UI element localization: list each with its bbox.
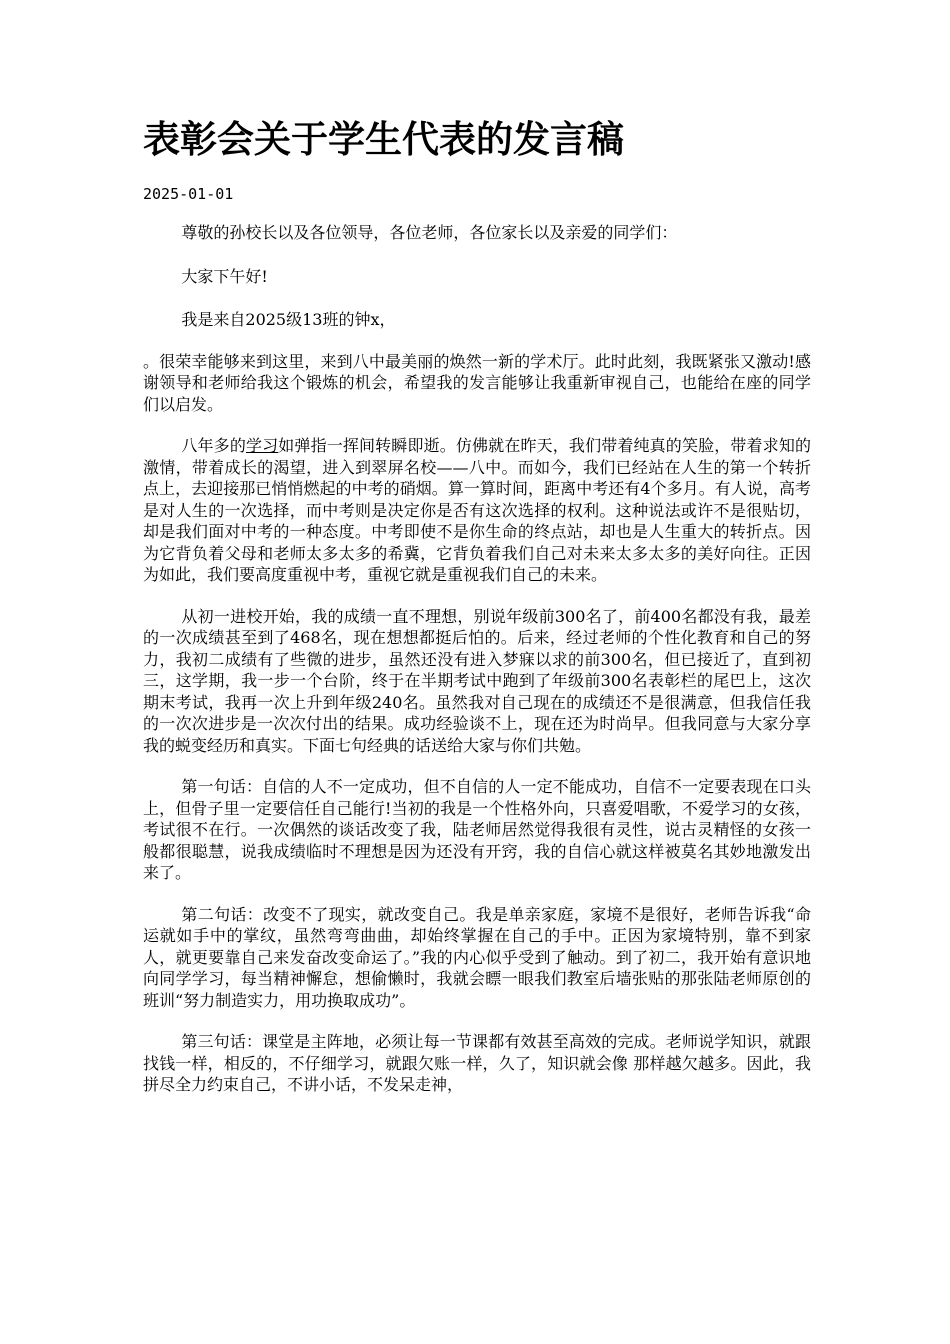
document-body [143, 222, 811, 1116]
paragraph-thanks: 。很荣幸能够来到这里，来到八中最美丽的焕然一新的学术厅。此时此刻，我既紧张又激动!感谢领导和老师给我这个锻炼的机会，希望我的发言能够让我重新审视自己，也能给在座的同学们以启发。 [143, 351, 811, 414]
paragraph-second-saying: 第二句话：改变不了现实，就改变自己。我是单亲家庭，家境不是很好，老师告诉我“命运就如手中的掌纹，虽然弯弯曲曲，却始终掌握在自己的手中。正因为家境特别，靠不到家人，就更要靠自己来发奋改变命运了。”我的内心似乎受到了触动。到了初二，我开始有意识地向同学学习，每当精神懈怠，想偷懒时，我就会瞟一眼我们教室后墙张贴的那张陆老师原创的班训“努力制造实力，用功换取成功”。 [143, 904, 811, 1010]
paragraph-afternoon: 大家下午好! [181, 266, 268, 286]
paragraph-eight-years-lead: 八年多的 [181, 436, 246, 455]
paragraph-intro: 我是来自2025级13班的钟x， [181, 310, 396, 329]
paragraph-first-saying: 第一句话：自信的人不一定成功，但不自信的人一定不能成功，自信不一定要表现在口头上，但骨子里一定要信任自己能行!当初的我是一个性格外向，只喜爱唱歌，不爱学习的女孩，考试很不在行。一次偶然的谈话改变了我，陆老师居然觉得我很有灵性，说古灵精怪的女孩一般都很聪慧，说我成绩临时不理想是因为还没有开窍，我的自信心就这样被莫名其妙地激发出来了。 [143, 777, 811, 882]
study-link[interactable]: 学习 [245, 436, 279, 455]
paragraph-progress: 从初一进校开始，我的成绩一直不理想，别说年级前300名了，前400名都没有我，最差的一次成绩甚至到了468名，现在想想都挺后怕的。后来，经过老师的个性化教育和自己的努力，我初二成绩有了些微的进步，虽然还没有进入梦寐以求的前300名，但已接近了，直到初三，这学期，我一步一个台阶，终于在半期考试中跑到了年级前300名表彰栏的尾巴上，这次期末考试，我再一次上升到年级240名。虽然我对自己现在的成绩还不是很满意，但我信任我的一次次进步是一次次付出的结果。成功经验谈不上，现在还为时尚早。但我同意与大家分享我的蜕变经历和真实。下面七句经典的话送给大家与你们共勉。 [143, 606, 811, 755]
paragraph-third-saying: 第三句话：课堂是主阵地，必须让每一节课都有效甚至高效的完成。老师说学知识，就跟找钱一样，相反的，不仔细学习，就跟欠账一样，久了，知识就会像 那样越欠越多。因此，我拼尽全力约束自己，不讲小话，不发呆走神， [143, 1032, 811, 1094]
paragraph-greeting: 尊敬的孙校长以及各位领导，各位老师，各位家长以及亲爱的同学们： [181, 223, 678, 242]
paragraph-eight-years [143, 435, 811, 586]
document-date: 2025-01-01 [143, 185, 234, 203]
paragraph-eight-years-rest: 如弹指一挥间转瞬即逝。仿佛就在昨天，我们带着纯真的笑脸，带着求知的激情，带着成长的渴望，进入到翠屏名校——八中。而如今，我们已经站在人生的第一个转折点上，去迎接那已悄悄燃起的中考的硝烟。算一算时间，距离中考还有4个多月。有人说，高考是对人生的一次选择，而中考则是决定你是否有这次选择的权利。这种说法或许不是很贴切，却是我们面对中考的一种态度。中考即使不是你生命的终点站，却也是人生重大的转折点。因为它背负着父母和老师太多太多的希冀，它背负着我们自己对未来太多太多的美好向往。正因为如此，我们要高度重视中考，重视它就是重视我们自己的未来。 [143, 436, 811, 584]
document-title: 表彰会关于学生代表的发言稿 [143, 118, 624, 161]
